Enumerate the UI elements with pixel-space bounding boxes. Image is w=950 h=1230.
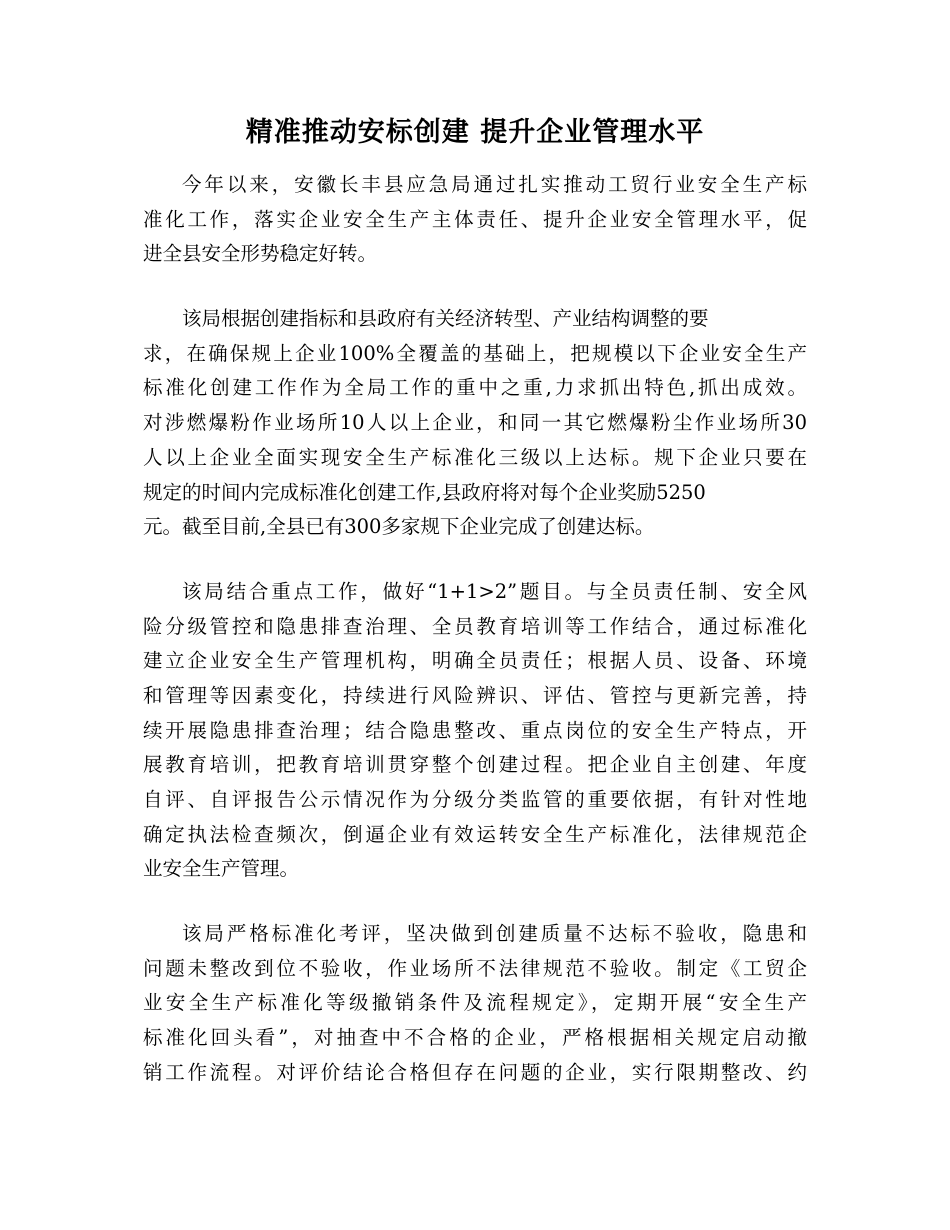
document-title: 精准推动安标创建 提升企业管理水平 [245, 117, 705, 148]
paragraph-line: 标准化创建工作作为全局工作的重中之重,力求抓出特色,抓出成效。 [143, 376, 807, 400]
paragraph-line: 业安全生产标准化等级撤销条件及流程规定》，定期开展“安全生产 [143, 991, 807, 1015]
paragraph-line: 业安全生产管理。 [143, 857, 300, 881]
paragraph-line: 准化工作，落实企业安全生产主体责任、提升企业安全管理水平，促 [143, 207, 807, 231]
paragraph-2 [143, 302, 807, 545]
paragraph-line: 展教育培训，把教育培训贯穿整个创建过程。把企业自主创建、年度 [143, 753, 807, 777]
paragraph-line: 求，在确保规上企业100%全覆盖的基础上，把规模以下企业安全生产 [143, 341, 807, 365]
paragraph-line: 建立企业安全生产管理机构，明确全员责任；根据人员、设备、环境 [143, 649, 807, 673]
paragraph-line: 元。截至目前,全县已有300多家规下企业完成了创建达标。 [143, 515, 655, 539]
paragraph-line: 该局严格标准化考评，坚决做到创建质量不达标不验收，隐患和 [182, 922, 807, 946]
paragraph-1 [143, 168, 807, 272]
paragraph-line: 自评、自评报告公示情况作为分级分类监管的重要依据，有针对性地 [143, 788, 807, 811]
paragraph-line: 和管理等因素变化，持续进行风险辨识、评估、管控与更新完善，持 [143, 683, 807, 707]
paragraph-line: 标准化回头看”，对抽查中不合格的企业，严格根据相关规定启动撤 [143, 1026, 807, 1050]
paragraph-line: 问题未整改到位不验收，作业场所不法律规范不验收。制定《工贸企 [143, 956, 807, 980]
paragraph-line: 进全县安全形势稳定好转。 [143, 242, 378, 266]
paragraph-3 [143, 575, 807, 887]
paragraph-line: 险分级管控和隐患排查治理、全员教育培训等工作结合，通过标准化 [143, 614, 807, 638]
paragraph-line: 确定执法检查频次，倒逼企业有效运转安全生产标准化，法律规范企 [143, 822, 807, 846]
paragraph-line: 今年以来，安徽长丰县应急局通过扎实推动工贸行业安全生产标 [182, 173, 807, 196]
paragraph-line: 该局根据创建指标和县政府有关经济转型、产业结构调整的要 [182, 307, 709, 331]
paragraph-line: 对涉燃爆粉作业场所10人以上企业，和同一其它燃爆粉尘作业场所30 [143, 411, 807, 435]
paragraph-line: 规定的时间内完成标准化创建工作,县政府将对每个企业奖励5250 [143, 480, 706, 504]
paragraph-line: 人以上企业全面实现安全生产标准化三级以上达标。规下企业只要在 [143, 445, 807, 469]
paragraph-line: 续开展隐患排查治理；结合隐患整改、重点岗位的安全生产特点，开 [143, 718, 807, 742]
document-body [143, 168, 807, 1121]
paragraph-4 [143, 917, 807, 1090]
paragraph-line: 销工作流程。对评价结论合格但存在问题的企业，实行限期整改、约 [143, 1060, 807, 1084]
paragraph-line: 该局结合重点工作，做好“1+1>2”题目。与全员责任制、安全风 [182, 579, 807, 603]
